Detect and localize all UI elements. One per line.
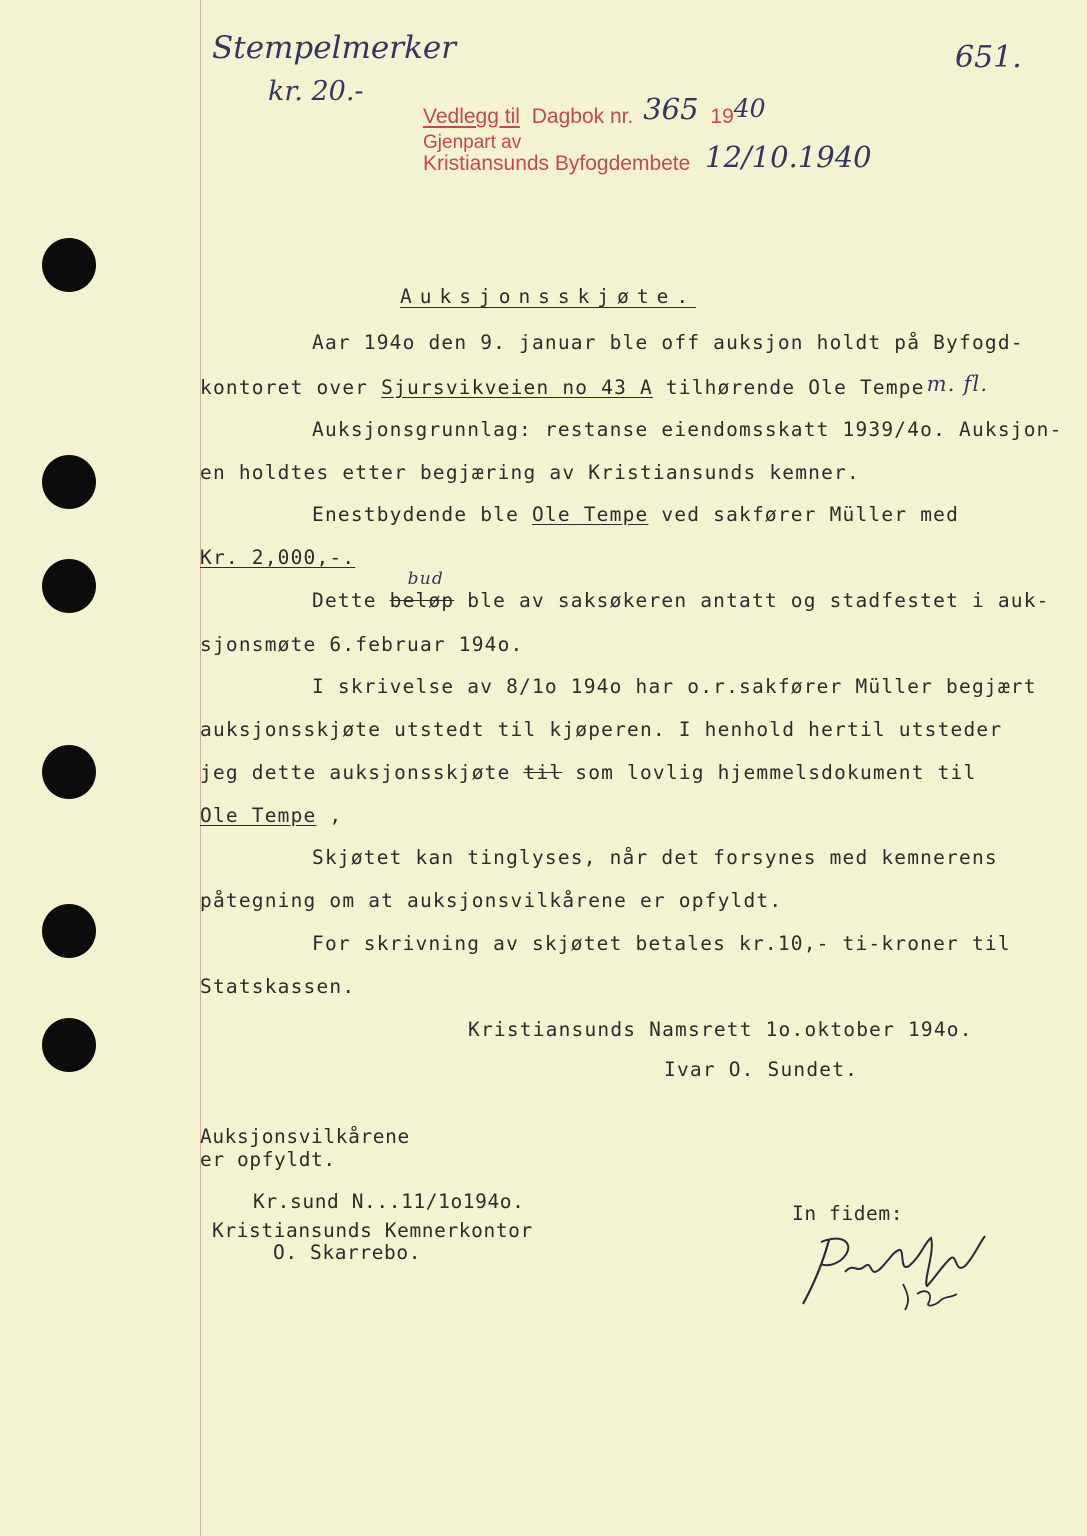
stamp-duty-label: Stempelmerker [212, 30, 457, 66]
punch-hole [42, 745, 96, 799]
endorsement-line-1: Auksjonsvilkårene [200, 1125, 410, 1148]
copy-date: 12/10.1940 [705, 140, 872, 174]
inserted-word: bud [407, 569, 444, 589]
document-title: Auksjonsskjøte. [400, 285, 697, 308]
body-line-6 [200, 546, 355, 569]
body-line-14: påtegning om at auksjonsvilkårene er opfyldt. [200, 889, 783, 912]
body-line-13: Skjøtet kan tinglyses, når det forsynes med kemnerens [312, 846, 998, 869]
punch-hole [42, 238, 96, 292]
endorsement-line-2: er opfyldt. [200, 1148, 336, 1171]
property-address: Sjursvikveien no 43 A [381, 376, 653, 399]
handwritten-signature [795, 1222, 995, 1332]
body-line-11: jeg dette auksjonsskjøte til som lovlig hjemmelsdokument til [200, 761, 977, 784]
page-number: 651. [955, 40, 1022, 75]
stamp-copy-of: Gjenpart av [423, 132, 522, 153]
dagbok-number: 365 [643, 92, 699, 126]
body-line-5: Enestbydende ble Ole Tempe ved sakfører Müller med [312, 503, 960, 526]
buyer-name-2: Ole Tempe [200, 804, 317, 827]
in-fidem-label: In fidem: [792, 1202, 904, 1225]
bid-amount: Kr. 2,000,-. [200, 546, 356, 569]
dagbok-year: 40 [733, 94, 766, 123]
body-line-15: For skrivning av skjøtet betales kr.10,- ti-kroner til [312, 932, 1011, 955]
signed-by: Ivar O. Sundet. [664, 1058, 859, 1081]
struck-word: beløp [389, 589, 455, 612]
punch-hole [42, 559, 96, 613]
body-line-2: kontoret over Sjursvikveien no 43 A tilhørende Ole Tempem. fl. [200, 372, 989, 399]
place-date: Kristiansunds Namsrett 1o.oktober 194o. [468, 1018, 973, 1041]
body-line-9: I skrivelse av 8/1o 194o har o.r.sakfører Müller begjært [312, 675, 1037, 698]
body-line-8: sjonsmøte 6.februar 194o. [200, 633, 524, 656]
diary-stamp [423, 92, 766, 130]
stamp-duty-amount: kr. 20.- [268, 76, 364, 107]
body-line-12: Ole Tempe , [200, 804, 343, 827]
body-line-7: Dette beløp bud ble av saksøkeren antatt og stadfestet i auk- [312, 569, 1050, 612]
body-line-4: en holdtes etter begjæring av Kristiansunds kemner. [200, 461, 860, 484]
hand-note-tempe: m. fl. [926, 372, 989, 396]
stamp-year-prefix: 19 [710, 105, 734, 128]
body-line-16: Statskassen. [200, 975, 356, 998]
punch-hole [42, 904, 96, 958]
stamp-dagbok-label: Dagbok nr. [531, 105, 634, 128]
stamp-office: Kristiansunds Byfogdembete [423, 152, 691, 175]
endorsement-line-4: Kristiansunds Kemnerkontor [212, 1219, 533, 1242]
endorsement-line-5: O. Skarrebo. [273, 1241, 422, 1264]
endorsement-line-3: Kr.sund N...11/1o194o. [253, 1190, 525, 1213]
struck-word-2: til [523, 761, 563, 784]
punch-hole [42, 455, 96, 509]
buyer-name: Ole Tempe [531, 503, 649, 526]
stamp-attachment-label: Vedlegg til [423, 105, 520, 128]
body-line-1: Aar 194o den 9. januar ble off auksjon holdt på Byfogd- [312, 331, 1024, 354]
punch-hole [42, 1018, 96, 1072]
body-line-3: Auksjonsgrunnlag: restanse eiendomsskatt 1939/4o. Auksjon- [312, 418, 1063, 441]
body-line-10: auksjonsskjøte utstedt til kjøperen. I henhold hertil utsteder [200, 718, 1003, 741]
